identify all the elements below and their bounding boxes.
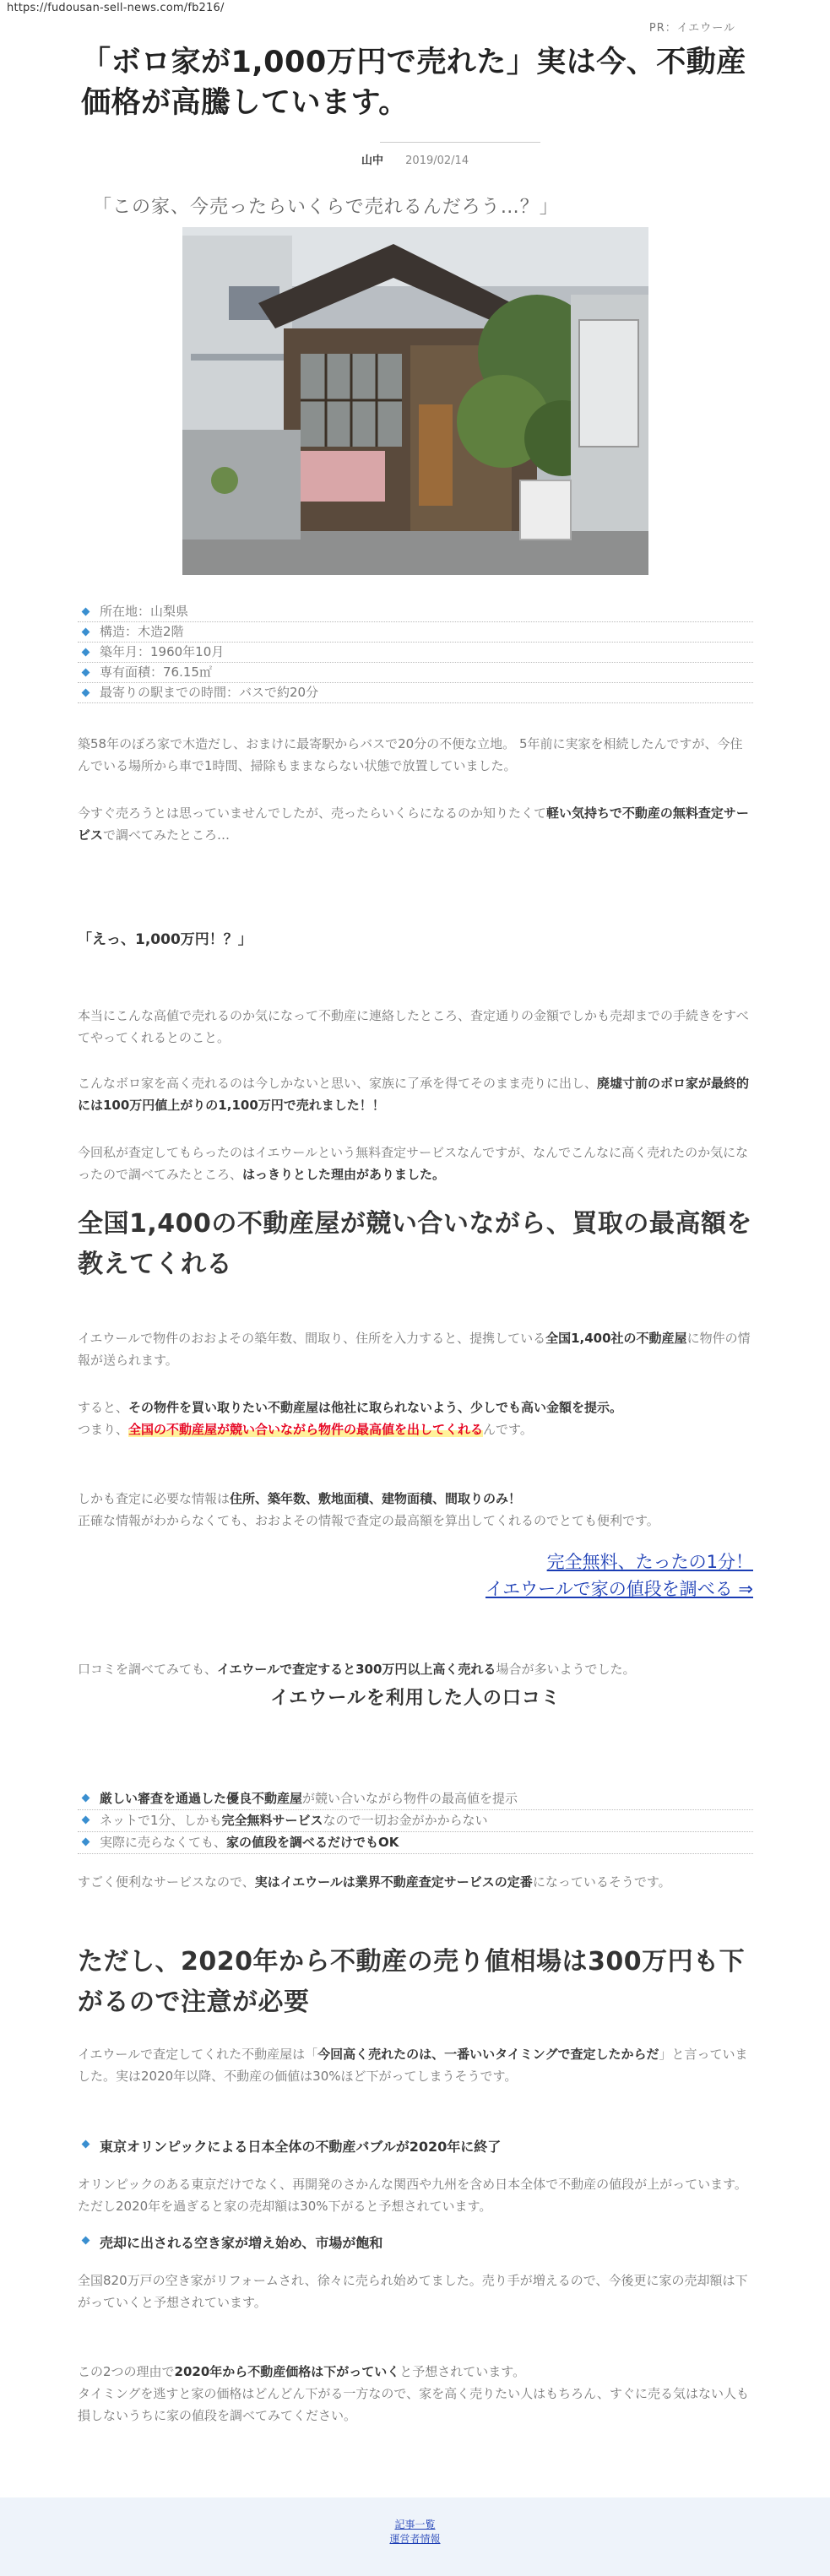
text: 今すぐ売ろうとは思っていませんでしたが、売ったらいくらになるのか知りたくて — [78, 805, 547, 821]
text: ネットで1分、しかも — [100, 1813, 222, 1828]
section-heading-1: 全国1,400の不動産屋が競い合いながら、買取の最高額を教えてくれる — [78, 1209, 752, 1279]
cta-link-check-price[interactable]: イエウールで家の値段を調べる ⇒ — [485, 1579, 753, 1599]
paragraph-reviews — [78, 1658, 753, 1680]
paragraph-network — [78, 1327, 753, 1371]
text: んです。 — [483, 1422, 533, 1437]
old-house-photo — [182, 227, 648, 575]
paragraph-competition — [78, 1396, 753, 1440]
text: しかも査定に必要な情報は — [78, 1491, 231, 1506]
emphasis: 家の値段を調べるだけでもOK — [226, 1835, 399, 1850]
cta-link-free[interactable]: 完全無料、たったの1分！ — [546, 1552, 753, 1572]
paragraph-intro: 築58年のぼろ家で木造だし、おまけに最寄駅からバスで20分の不便な立地。 5年前に実家を相続したんですが、今住んでいる場所から車で1時間、掃除もままならない状態で放置していました。 — [78, 736, 743, 773]
text: この2つの理由で — [78, 2364, 175, 2379]
text: で調べてみたところ… — [103, 827, 231, 843]
highlight-text: 全国の不動産屋が競い合いながら物件の最高値を出してくれる — [128, 1422, 484, 1437]
benefit-item — [78, 1832, 753, 1854]
spec-item: 所在地：山梨県 — [78, 602, 753, 622]
spec-item: 築年月：1960年10月 — [78, 643, 753, 663]
emphasis: 軽い気持ちで不動産の無料査定サービス — [78, 805, 749, 843]
reason-heading-vacancy: 売却に出される空き家が増え始め、市場が飽和 — [78, 2232, 753, 2252]
emphasis: 完全無料サービス — [221, 1813, 323, 1828]
surprise-quote: 「えっ、1,000万円！？」 — [78, 931, 252, 948]
paragraph-sold — [78, 1072, 753, 1116]
benefit-item — [78, 1810, 753, 1832]
text: が競い合いながら物件の最高値を提示 — [302, 1791, 518, 1806]
paragraph-vacancy: 全国820万戸の空き家がリフォームされ、徐々に売られ始めてました。売り手が増えるので、今後更に家の売却額は下がっていくと予想されています。 — [78, 2273, 748, 2310]
footer-link-operator[interactable]: 運営者情報 — [389, 2533, 441, 2545]
text: すると、 — [78, 1400, 129, 1415]
text: 正確な情報がわからなくても、おおよその情報で査定の最高額を算出してくれるのでとても便利です。 — [78, 1513, 659, 1528]
text: 」と言っていました。実は2020年以降、不動産の価値は30%ほど下がってしまうそうです。 — [78, 2047, 748, 2084]
text: と予想されています。 — [399, 2364, 526, 2379]
cta-block — [78, 1548, 753, 1603]
article — [78, 42, 753, 703]
text: なので一切お金がかからない — [323, 1813, 488, 1828]
text: イエウールで物件のおおよその築年数、間取り、住所を入力すると、提携している — [78, 1331, 546, 1346]
property-specs — [78, 602, 753, 703]
footer-link-articles[interactable]: 記事一覧 — [394, 2519, 436, 2530]
emphasis: 全国1,400社の不動産屋 — [545, 1331, 687, 1346]
page-footer — [0, 2497, 830, 2576]
paragraph-conclusion — [78, 2361, 753, 2427]
text: になっているそうです。 — [532, 1874, 671, 1890]
text: 実際に売らなくても、 — [100, 1835, 227, 1850]
paragraph-timing — [78, 2043, 753, 2087]
emphasis: イエウールで査定すると300万円以上高く売れる — [217, 1662, 496, 1677]
benefit-item — [78, 1788, 753, 1810]
browser-url[interactable]: https://fudousan-sell-news.com/fb216/ — [7, 2, 225, 14]
benefit-list — [78, 1788, 753, 1854]
reason-heading-olympics: 東京オリンピックによる日本全体の不動産バブルが2020年に終了 — [78, 2136, 753, 2156]
text: 場合が多いようでした。 — [496, 1662, 636, 1677]
text: つまり、 — [78, 1422, 129, 1437]
section-heading-2: ただし、2020年から不動産の売り値相場は300万円も下がるので注意が必要 — [78, 1947, 746, 2017]
paragraph-standard — [78, 1871, 753, 1893]
lead-quote: 「この家、今売ったらいくらで売れるんだろう…？」 — [93, 197, 559, 218]
text: イエウールで査定してくれた不動産屋は「 — [78, 2047, 318, 2062]
text: タイミングを逃すと家の価格はどんどん下がる一方なので、家を高く売りたい人はもちろん、すぐに売る気はない人も損しないうちに家の値段を調べてみてください。 — [78, 2386, 750, 2423]
text: 今回私が査定してもらったのはイエウールという無料査定サービスなんですが、なんでこんなに高く売れたのか気になったので調べてみたところ、 — [78, 1145, 749, 1182]
emphasis: その物件を買い取りたい不動産屋は他社に取られないよう、少しでも高い金額を提示。 — [128, 1400, 623, 1415]
text: すごく便利なサービスなので、 — [78, 1874, 255, 1890]
spec-item: 専有面積：76.15㎡ — [78, 663, 753, 683]
pr-label: PR：イエウール — [648, 22, 735, 35]
text: こんなボロ家を高く売れるのは今しかないと思い、家族に了承を得てそのまま売りに出し、 — [78, 1076, 598, 1091]
paragraph-contact: 本当にこんな高値で売れるのか気になって不動産に連絡したところ、査定通りの金額でしかも売却までの手続きをすべてやってくれるとのこと。 — [78, 1008, 749, 1045]
article-meta — [361, 151, 753, 167]
emphasis: 廃墟寸前のボロ家が最終的には100万円値上がりの1,100万円で売れました！！ — [78, 1076, 750, 1113]
emphasis: 実はイエウールは業界不動産査定サービスの定番 — [254, 1874, 533, 1890]
emphasis: はっきりとした理由がありました。 — [242, 1167, 446, 1182]
reviews-heading: イエウールを利用した人の口コミ — [270, 1688, 561, 1709]
author-name: 山中 — [361, 155, 384, 167]
text: に物件の情報が送られます。 — [78, 1331, 751, 1368]
emphasis: 住所、築年数、敷地面積、建物面積、間取りのみ！ — [230, 1491, 522, 1506]
paragraph-trial — [78, 802, 753, 846]
paragraph-olympics: オリンピックのある東京だけでなく、再開発のさかんな関西や九州を含め日本全体で不動産の値段が上がっています。ただし2020年を過ぎると家の売却額は30%下がると予想されています。 — [78, 2177, 747, 2214]
spec-item: 構造：木造2階 — [78, 622, 753, 643]
text: 口コミを調べてみても、 — [78, 1662, 218, 1677]
emphasis: 今回高く売れたのは、一番いいタイミングで査定したからだ — [317, 2047, 659, 2062]
meta-divider — [380, 142, 540, 143]
article-title: 「ボロ家が1,000万円で売れた」実は今、不動産価格が高騰しています。 — [81, 46, 746, 120]
emphasis: 厳しい審査を通過した優良不動産屋 — [100, 1791, 303, 1806]
emphasis: 2020年から不動産価格は下がっていく — [174, 2364, 400, 2379]
publish-date: 2019/02/14 — [405, 155, 469, 167]
paragraph-required-info — [78, 1488, 753, 1532]
paragraph-reason — [78, 1142, 753, 1185]
spec-item: 最寄りの駅までの時間：バスで約20分 — [78, 683, 753, 703]
